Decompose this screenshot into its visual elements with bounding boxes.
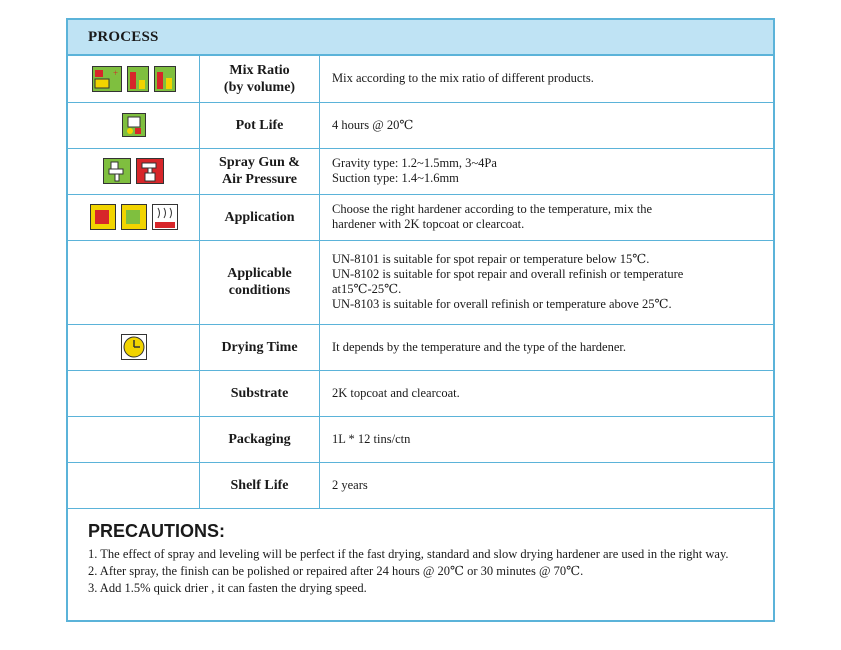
spray-gun-icons <box>68 148 200 194</box>
precaution-item: 1. The effect of spray and leveling will be perfect if the fast drying, standard and slow drying hardener are used in the right way. <box>88 546 729 561</box>
application-icons <box>68 194 200 240</box>
shelf-life-label: Shelf Life <box>200 462 320 508</box>
flash-off-icon <box>152 204 178 230</box>
row-shelf-life <box>68 462 773 508</box>
applicable-conditions-label: Applicable conditions <box>200 240 320 324</box>
mix-ratio-icons <box>68 56 200 102</box>
pot-life-icons <box>68 102 200 148</box>
precautions-section <box>68 509 773 597</box>
process-sheet <box>66 18 775 622</box>
row-substrate <box>68 370 773 416</box>
clock-icon <box>121 334 147 360</box>
svg-text:+: + <box>112 67 118 78</box>
mix-ratio-label: Mix Ratio (by volume) <box>200 56 320 102</box>
process-table <box>68 56 773 509</box>
precautions-title: PRECAUTIONS: <box>88 520 226 541</box>
application-label: Application <box>200 194 320 240</box>
row-spray-gun <box>68 148 773 194</box>
row-application <box>68 194 773 240</box>
process-header <box>68 20 773 56</box>
applicable-conditions-desc: UN-8101 is suitable for spot repair or temperature below 15℃. UN-8102 is suitable for spot repair and overall refinish or temperature at15℃-25℃. UN-8103 is suitable for overall refinish or temperature above 25℃. <box>320 240 774 324</box>
substrate-desc: 2K topcoat and clearcoat. <box>320 370 774 416</box>
process-title: PROCESS <box>88 28 159 45</box>
gravity-spray-gun-icon <box>103 158 131 184</box>
application-desc: Choose the right hardener according to the temperature, mix the hardener with 2K topcoat or clearcoat. <box>320 194 774 240</box>
pot-life-icon <box>122 113 146 137</box>
spray-gun-label: Spray Gun & Air Pressure <box>200 148 320 194</box>
row-mix-ratio <box>68 56 773 102</box>
spray-coat-icon-2 <box>121 204 147 230</box>
packaging-label: Packaging <box>200 416 320 462</box>
pot-life-label: Pot Life <box>200 102 320 148</box>
row-applicable-conditions <box>68 240 773 324</box>
drying-time-desc: It depends by the temperature and the type of the hardener. <box>320 324 774 370</box>
suction-spray-gun-icon <box>136 158 164 184</box>
packaging-desc: 1L * 12 tins/ctn <box>320 416 774 462</box>
precaution-item: 2. After spray, the finish can be polished or repaired after 24 hours @ 20℃ or 30 minutes @ 70℃. <box>88 563 584 578</box>
row-packaging <box>68 416 773 462</box>
pot-life-desc: 4 hours @ 20℃ <box>320 102 774 148</box>
mix-ratio-desc: Mix according to the mix ratio of different products. <box>320 56 774 102</box>
mix-ratio-icon <box>92 66 122 92</box>
spray-gun-desc: Gravity type: 1.2~1.5mm, 3~4Pa Suction type: 1.4~1.6mm <box>320 148 774 194</box>
drying-time-icons <box>68 324 200 370</box>
ratio-bars-icon <box>127 66 149 92</box>
precaution-item: 3. Add 1.5% quick drier , it can fasten the drying speed. <box>88 580 367 595</box>
drying-time-label: Drying Time <box>200 324 320 370</box>
applicable-conditions-icons <box>68 240 200 324</box>
row-drying-time <box>68 324 773 370</box>
ratio-bars-icon-2 <box>154 66 176 92</box>
row-pot-life <box>68 102 773 148</box>
substrate-icons <box>68 370 200 416</box>
substrate-label: Substrate <box>200 370 320 416</box>
shelf-life-icons <box>68 462 200 508</box>
shelf-life-desc: 2 years <box>320 462 774 508</box>
packaging-icons <box>68 416 200 462</box>
spray-coat-icon <box>90 204 116 230</box>
